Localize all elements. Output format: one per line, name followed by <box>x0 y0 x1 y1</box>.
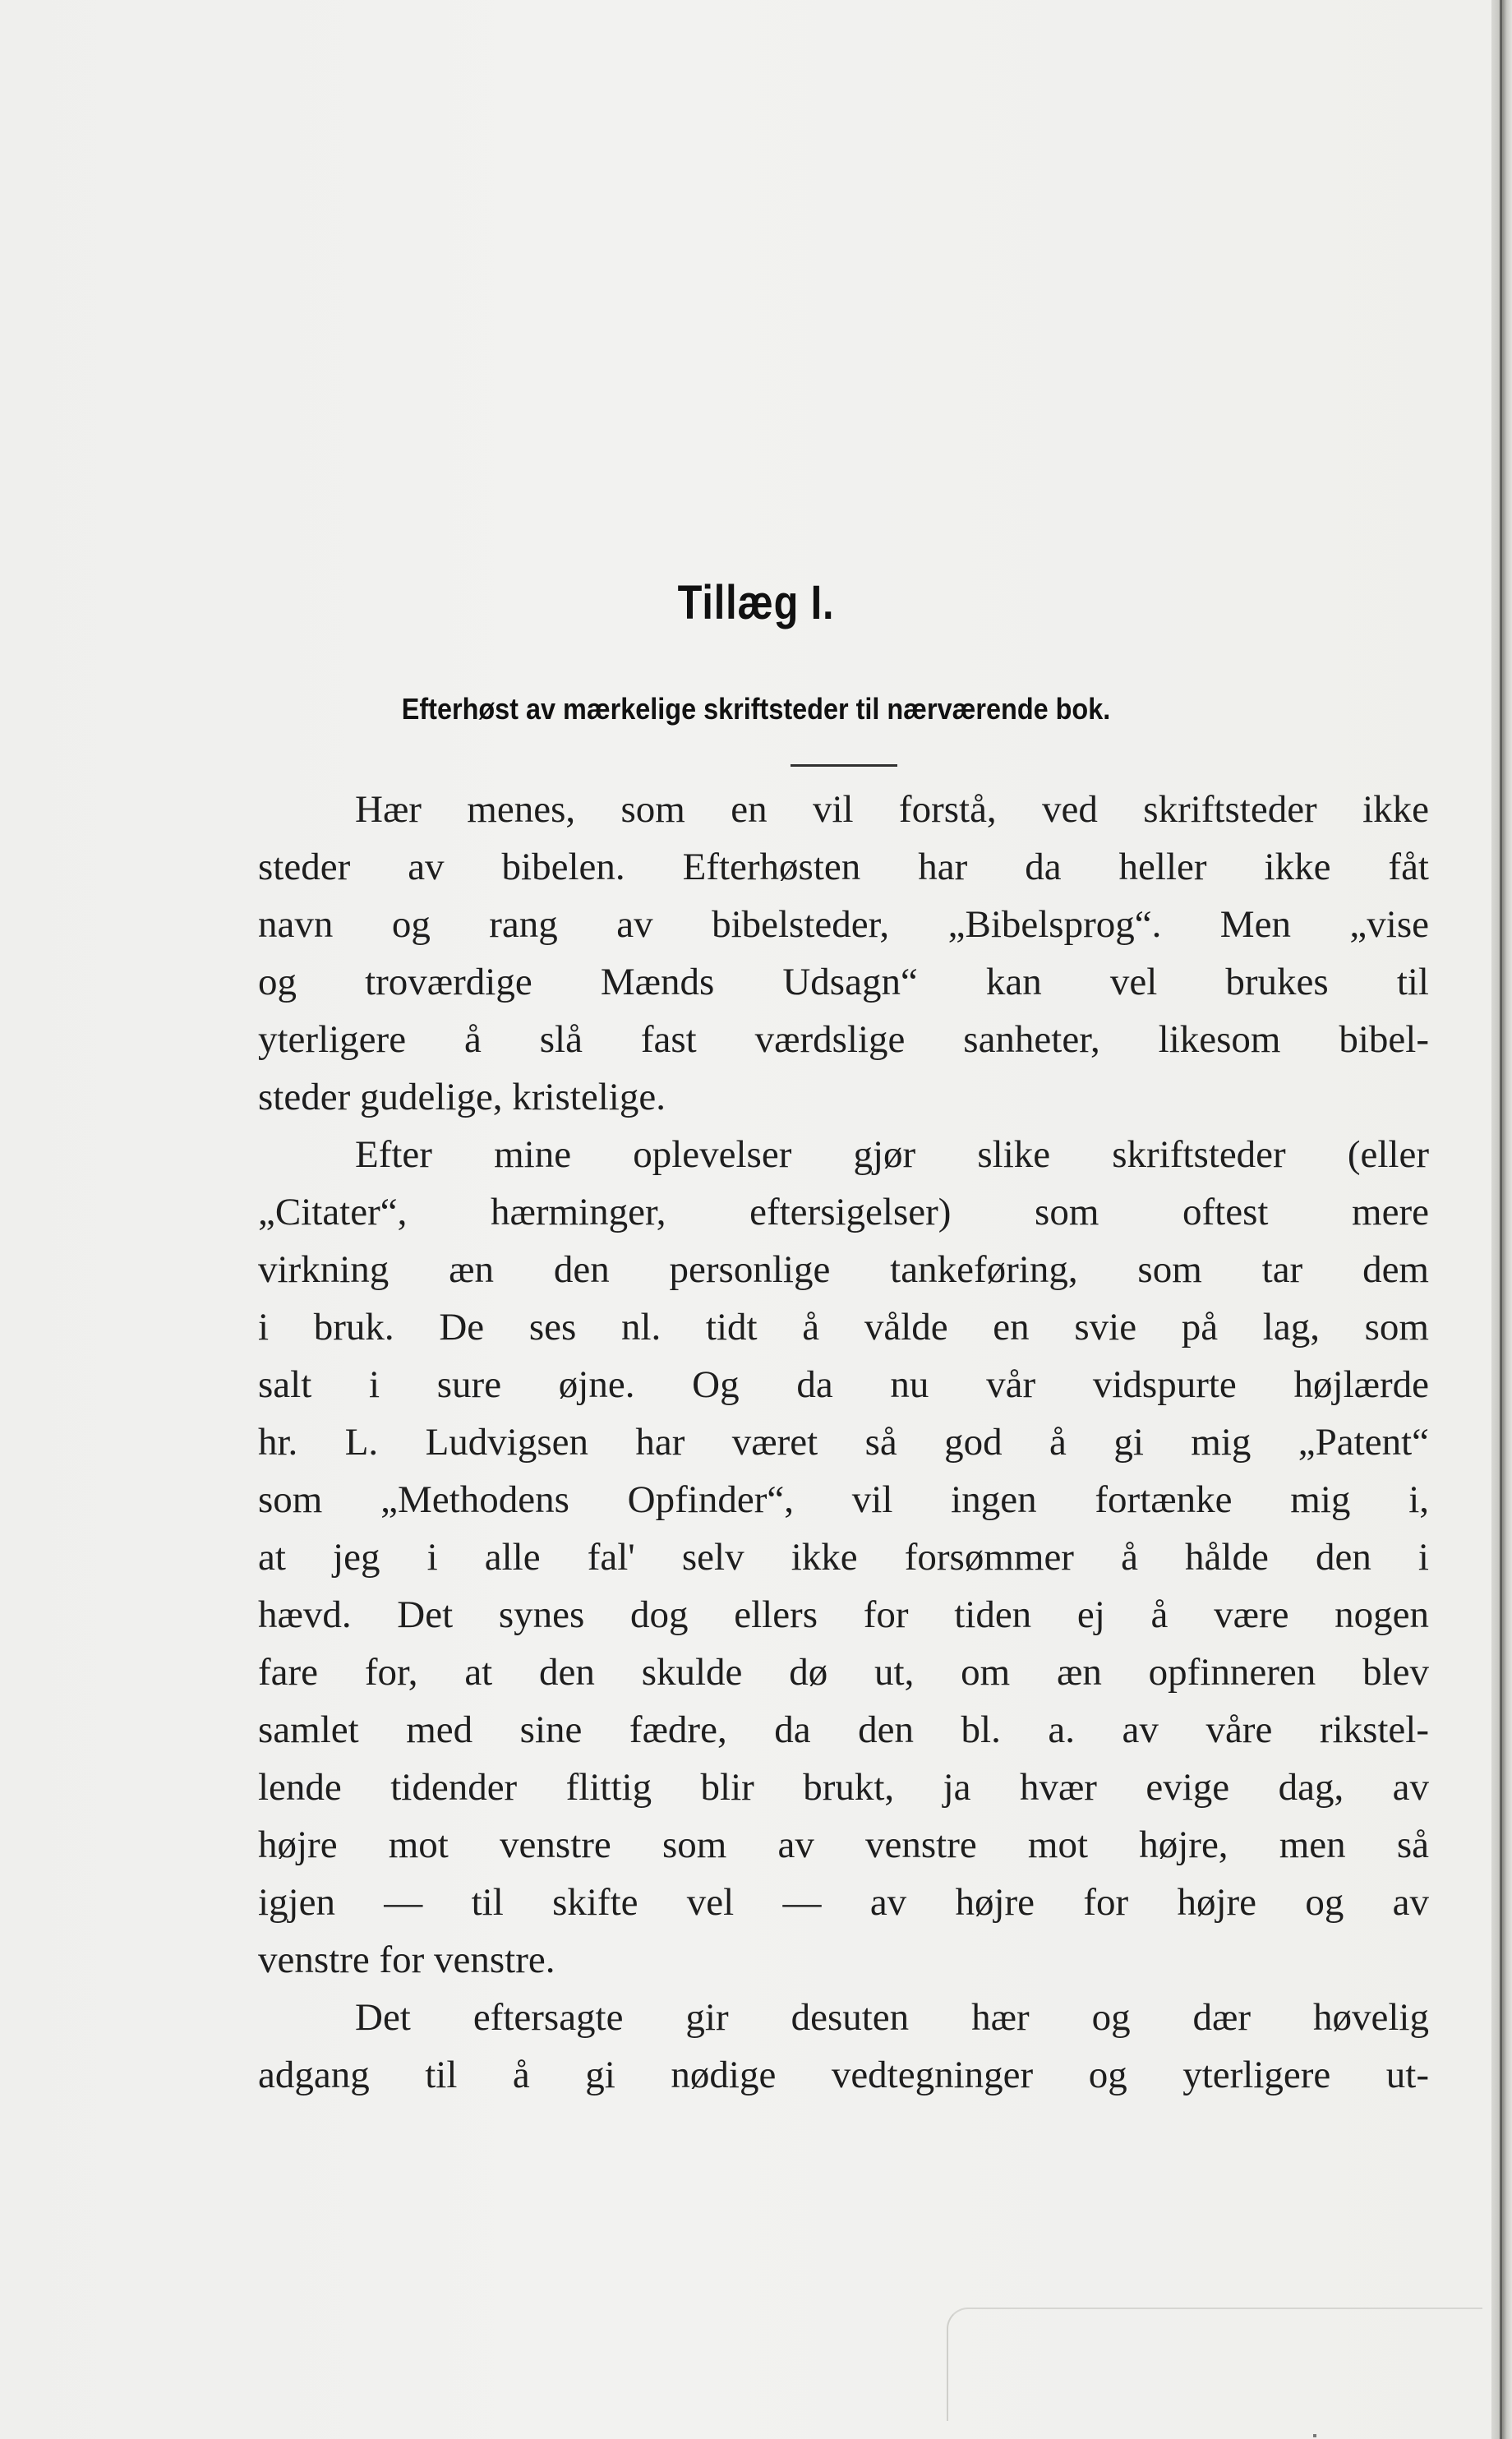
body-line: virkning æn den personlige tankeføring, som tar dem <box>258 1248 1429 1291</box>
body-line: navn og rang av bibelsteder, „Bibelsprog“. Men „vise <box>258 903 1429 946</box>
body-line: hævd. Det synes dog ellers for tiden ej å være nogen <box>258 1593 1429 1636</box>
body-line: Det eftersagte gir desuten hær og dær høvelig <box>355 1996 1429 2039</box>
paper-fold-mark <box>947 2308 1482 2421</box>
body-line: og troværdige Mænds Udsagn“ kan vel brukes til <box>258 961 1429 1003</box>
body-line: hr. L. Ludvigsen har været så god å gi mig „Patent“ <box>258 1421 1429 1464</box>
body-line: Efter mine oplevelser gjør slike skriftsteder (eller <box>355 1133 1429 1176</box>
body-line: at jeg i alle fal' selv ikke forsømmer å hålde den i <box>258 1536 1429 1579</box>
body-text <box>258 781 1429 2104</box>
paper-speck <box>1313 2434 1316 2437</box>
title-divider-rule <box>791 764 897 767</box>
page-edge-line <box>1500 0 1502 2439</box>
appendix-title: Tillæg I. <box>677 576 835 629</box>
body-line: igjen — til skifte vel — av højre for højre og av <box>258 1881 1429 1924</box>
body-line: lende tidender flittig blir brukt, ja hvær evige dag, av <box>258 1766 1429 1809</box>
body-line: steder gudelige, kristelige. <box>258 1076 666 1118</box>
body-line: Hær menes, som en vil forstå, ved skriftsteder ikke <box>355 788 1429 831</box>
body-line: venstre for venstre. <box>258 1939 555 1981</box>
appendix-subtitle: Efterhøst av mærkelige skriftsteder til nærværende bok. <box>401 692 1111 726</box>
body-line: „Citater“, hærminger, eftersigelser) som oftest mere <box>258 1191 1429 1233</box>
body-line: steder av bibelen. Efterhøsten har da heller ikke fåt <box>258 846 1429 888</box>
body-line: yterligere å slå fast værdslige sanheter, likesom bibel- <box>258 1018 1429 1061</box>
body-line: i bruk. De ses nl. tidt å vålde en svie på lag, som <box>258 1306 1429 1349</box>
body-line: salt i sure øjne. Og da nu vår vidspurte højlærde <box>258 1363 1429 1406</box>
body-line: højre mot venstre som av venstre mot højre, men så <box>258 1823 1429 1866</box>
body-line: adgang til å gi nødige vedtegninger og yterligere ut- <box>258 2054 1429 2096</box>
body-line: som „Methodens Opfinder“, vil ingen fortænke mig i, <box>258 1478 1429 1521</box>
body-line: samlet med sine fædre, da den bl. a. av våre rikstel- <box>258 1708 1429 1751</box>
body-line: fare for, at den skulde dø ut, om æn opfinneren blev <box>258 1651 1429 1694</box>
